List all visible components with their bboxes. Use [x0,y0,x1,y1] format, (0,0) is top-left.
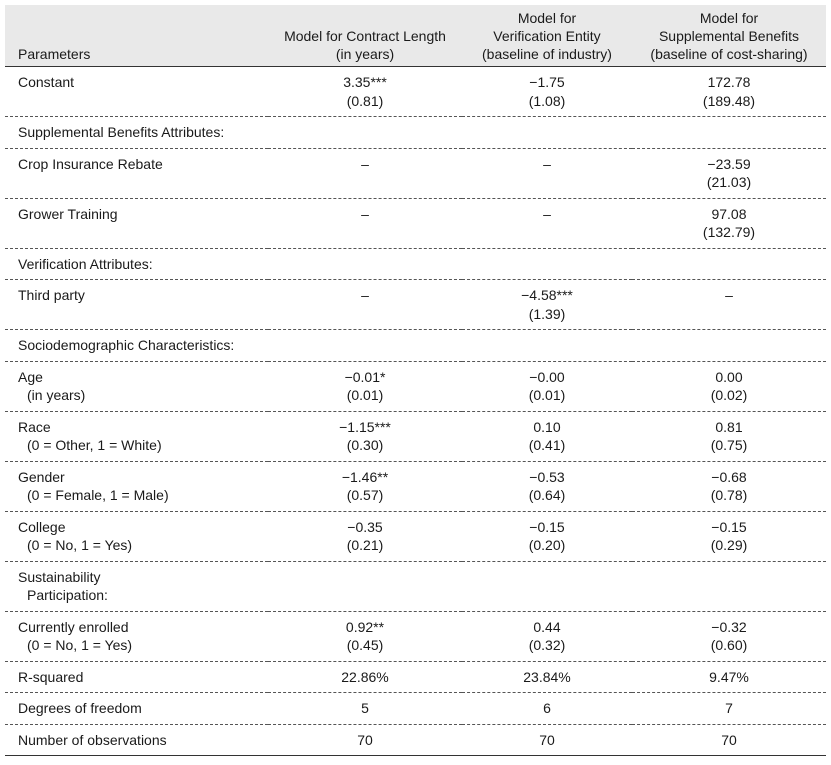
coefficient: – [361,155,369,172]
table-row [5,280,826,330]
coefficient: −0.00 [529,368,565,385]
label-sub-text: (0 = Female, 1 = Male) [27,487,169,503]
section-label [5,330,826,362]
label-sub-text: (0 = No, 1 = Yes) [27,637,133,653]
value-cell-col1 [268,461,462,511]
value-cell-col1 [268,724,462,756]
value-cell-col2 [462,148,632,198]
value-cell-col2 [462,611,632,661]
coefficient: 70 [539,731,555,748]
standard-error: (0.41) [528,437,566,453]
value-cell-col3 [632,611,826,661]
standard-error: (0.64) [528,487,566,503]
section-label [5,117,826,149]
coefficient: 6 [543,700,551,716]
label-text: Currently enrolled [18,618,129,635]
value-cell-col3 [632,511,826,561]
coefficient: – [543,205,551,222]
value-cell-col1 [268,67,462,117]
table-row [5,661,826,693]
row-label [5,411,268,461]
coefficient: – [543,155,551,172]
value-cell-col1 [268,693,462,725]
section-row [5,561,826,611]
coefficient: 23.84% [523,668,571,685]
coefficient: −0.15 [529,518,565,535]
row-label [5,611,268,661]
standard-error: (0.21) [346,537,384,553]
label-text: Race [18,418,51,435]
standard-error: (189.48) [702,92,756,109]
table-row [5,611,826,661]
label-sub-text: (0 = Other, 1 = White) [27,437,162,453]
header-contract-length: Model for Contract Length (in years) [268,5,462,67]
label-text: Sociodemographic Characteristics: [18,337,235,353]
row-label [5,148,268,198]
row-label [5,198,268,248]
value-cell-col2 [462,724,632,756]
value-cell-col2 [462,693,632,725]
coefficient: −23.59 [707,155,751,172]
table-row [5,511,826,561]
row-label [5,511,268,561]
standard-error: (132.79) [702,224,756,240]
value-cell-col2 [462,67,632,117]
header-parameters: Parameters [5,5,268,67]
row-label [5,461,268,511]
coefficient: −0.53 [529,468,565,485]
standard-error: (0.30) [346,437,384,453]
value-cell-col3 [632,461,826,511]
standard-error: (0.60) [710,637,748,653]
value-cell-col1 [268,198,462,248]
label-sub-text: Participation: [27,587,108,603]
label-text: College [18,518,66,535]
coefficient: 97.08 [711,205,747,222]
coefficient: −4.58*** [521,287,573,303]
row-label [5,280,268,330]
standard-error: (0.32) [528,637,566,653]
label-text: Crop Insurance Rebate [18,155,163,172]
value-cell-col3 [632,411,826,461]
value-cell-col2 [462,511,632,561]
value-cell-col3 [632,361,826,411]
table-body [5,67,826,756]
standard-error: (0.45) [346,637,384,653]
value-cell-col3 [632,693,826,725]
standard-error: (0.02) [710,387,748,403]
standard-error: (0.81) [346,92,384,109]
coefficient: 70 [721,731,737,748]
coefficient: 22.86% [341,668,389,685]
standard-error: (0.01) [528,387,566,403]
value-cell-col2 [462,661,632,693]
value-cell-col3 [632,280,826,330]
coefficient: – [725,287,733,303]
header-row [5,5,826,67]
coefficient: 172.78 [707,74,751,90]
standard-error: (0.57) [346,487,384,503]
table-header [5,5,826,67]
section-row [5,330,826,362]
label-text: Grower Training [18,205,118,222]
coefficient: 0.81 [715,418,743,435]
standard-error: (0.29) [710,537,748,553]
standard-error: (0.20) [528,537,566,553]
coefficient: −1.15*** [339,418,391,435]
label-text: Sustainability [18,568,101,585]
row-label [5,661,268,693]
section-row [5,248,826,280]
label-text: Degrees of freedom [18,700,142,716]
coefficient: 0.10 [533,418,561,435]
coefficient: 3.35*** [343,74,387,90]
coefficient: −1.75 [529,74,565,90]
standard-error: (1.39) [528,305,566,322]
standard-error: (21.03) [706,174,752,190]
value-cell-col3 [632,724,826,756]
label-sub-text: (0 = No, 1 = Yes) [27,537,133,553]
value-cell-col2 [462,461,632,511]
coefficient: −1.46** [341,468,389,485]
value-cell-col1 [268,661,462,693]
table-row [5,198,826,248]
coefficient: 9.47% [709,668,749,685]
label-text: Third party [18,287,85,303]
label-text: Age [18,368,43,385]
header-verification-entity: Model for Verification Entity (baseline of industry) [462,5,632,67]
regression-table [5,5,826,756]
row-label [5,67,268,117]
value-cell-col1 [268,411,462,461]
coefficient: −0.32 [711,618,747,635]
row-label [5,693,268,725]
table-row [5,67,826,117]
coefficient: 0.92** [345,618,385,635]
coefficient: −0.35 [347,518,383,535]
coefficient: −0.15 [711,518,747,535]
label-text: Number of observations [18,731,167,748]
value-cell-col1 [268,611,462,661]
label-text: Verification Attributes: [18,255,153,272]
value-cell-col1 [268,280,462,330]
label-text: Constant [18,74,75,90]
value-cell-col1 [268,148,462,198]
value-cell-col2 [462,198,632,248]
coefficient: 7 [725,700,733,716]
row-label [5,361,268,411]
coefficient: 0.00 [715,368,743,385]
value-cell-col1 [268,511,462,561]
section-label [5,561,826,611]
label-sub-text: (in years) [27,387,86,403]
section-row [5,117,826,149]
label-text: R-squared [18,668,84,685]
label-text: Supplemental Benefits Attributes: [18,124,225,140]
standard-error: (1.08) [528,92,566,109]
table-row [5,693,826,725]
value-cell-col2 [462,280,632,330]
value-cell-col3 [632,67,826,117]
coefficient: 0.44 [533,618,561,635]
table-row [5,148,826,198]
table-row [5,361,826,411]
row-label [5,724,268,756]
value-cell-col1 [268,361,462,411]
value-cell-col2 [462,411,632,461]
coefficient: 70 [357,731,373,748]
table-row [5,411,826,461]
standard-error: (0.01) [346,387,384,403]
label-text: Gender [18,468,65,485]
standard-error: (0.78) [710,487,748,503]
coefficient: −0.01* [344,368,386,385]
value-cell-col2 [462,361,632,411]
coefficient: – [361,287,369,303]
value-cell-col3 [632,198,826,248]
table-row [5,461,826,511]
header-supplemental-benefits: Model for Supplemental Benefits (baseline of cost-sharing) [632,5,826,67]
coefficient: – [361,205,369,222]
standard-error: (0.75) [710,437,748,453]
value-cell-col3 [632,148,826,198]
coefficient: −0.68 [711,468,747,485]
value-cell-col3 [632,661,826,693]
coefficient: 5 [361,700,369,716]
section-label [5,248,826,280]
table-row [5,724,826,756]
